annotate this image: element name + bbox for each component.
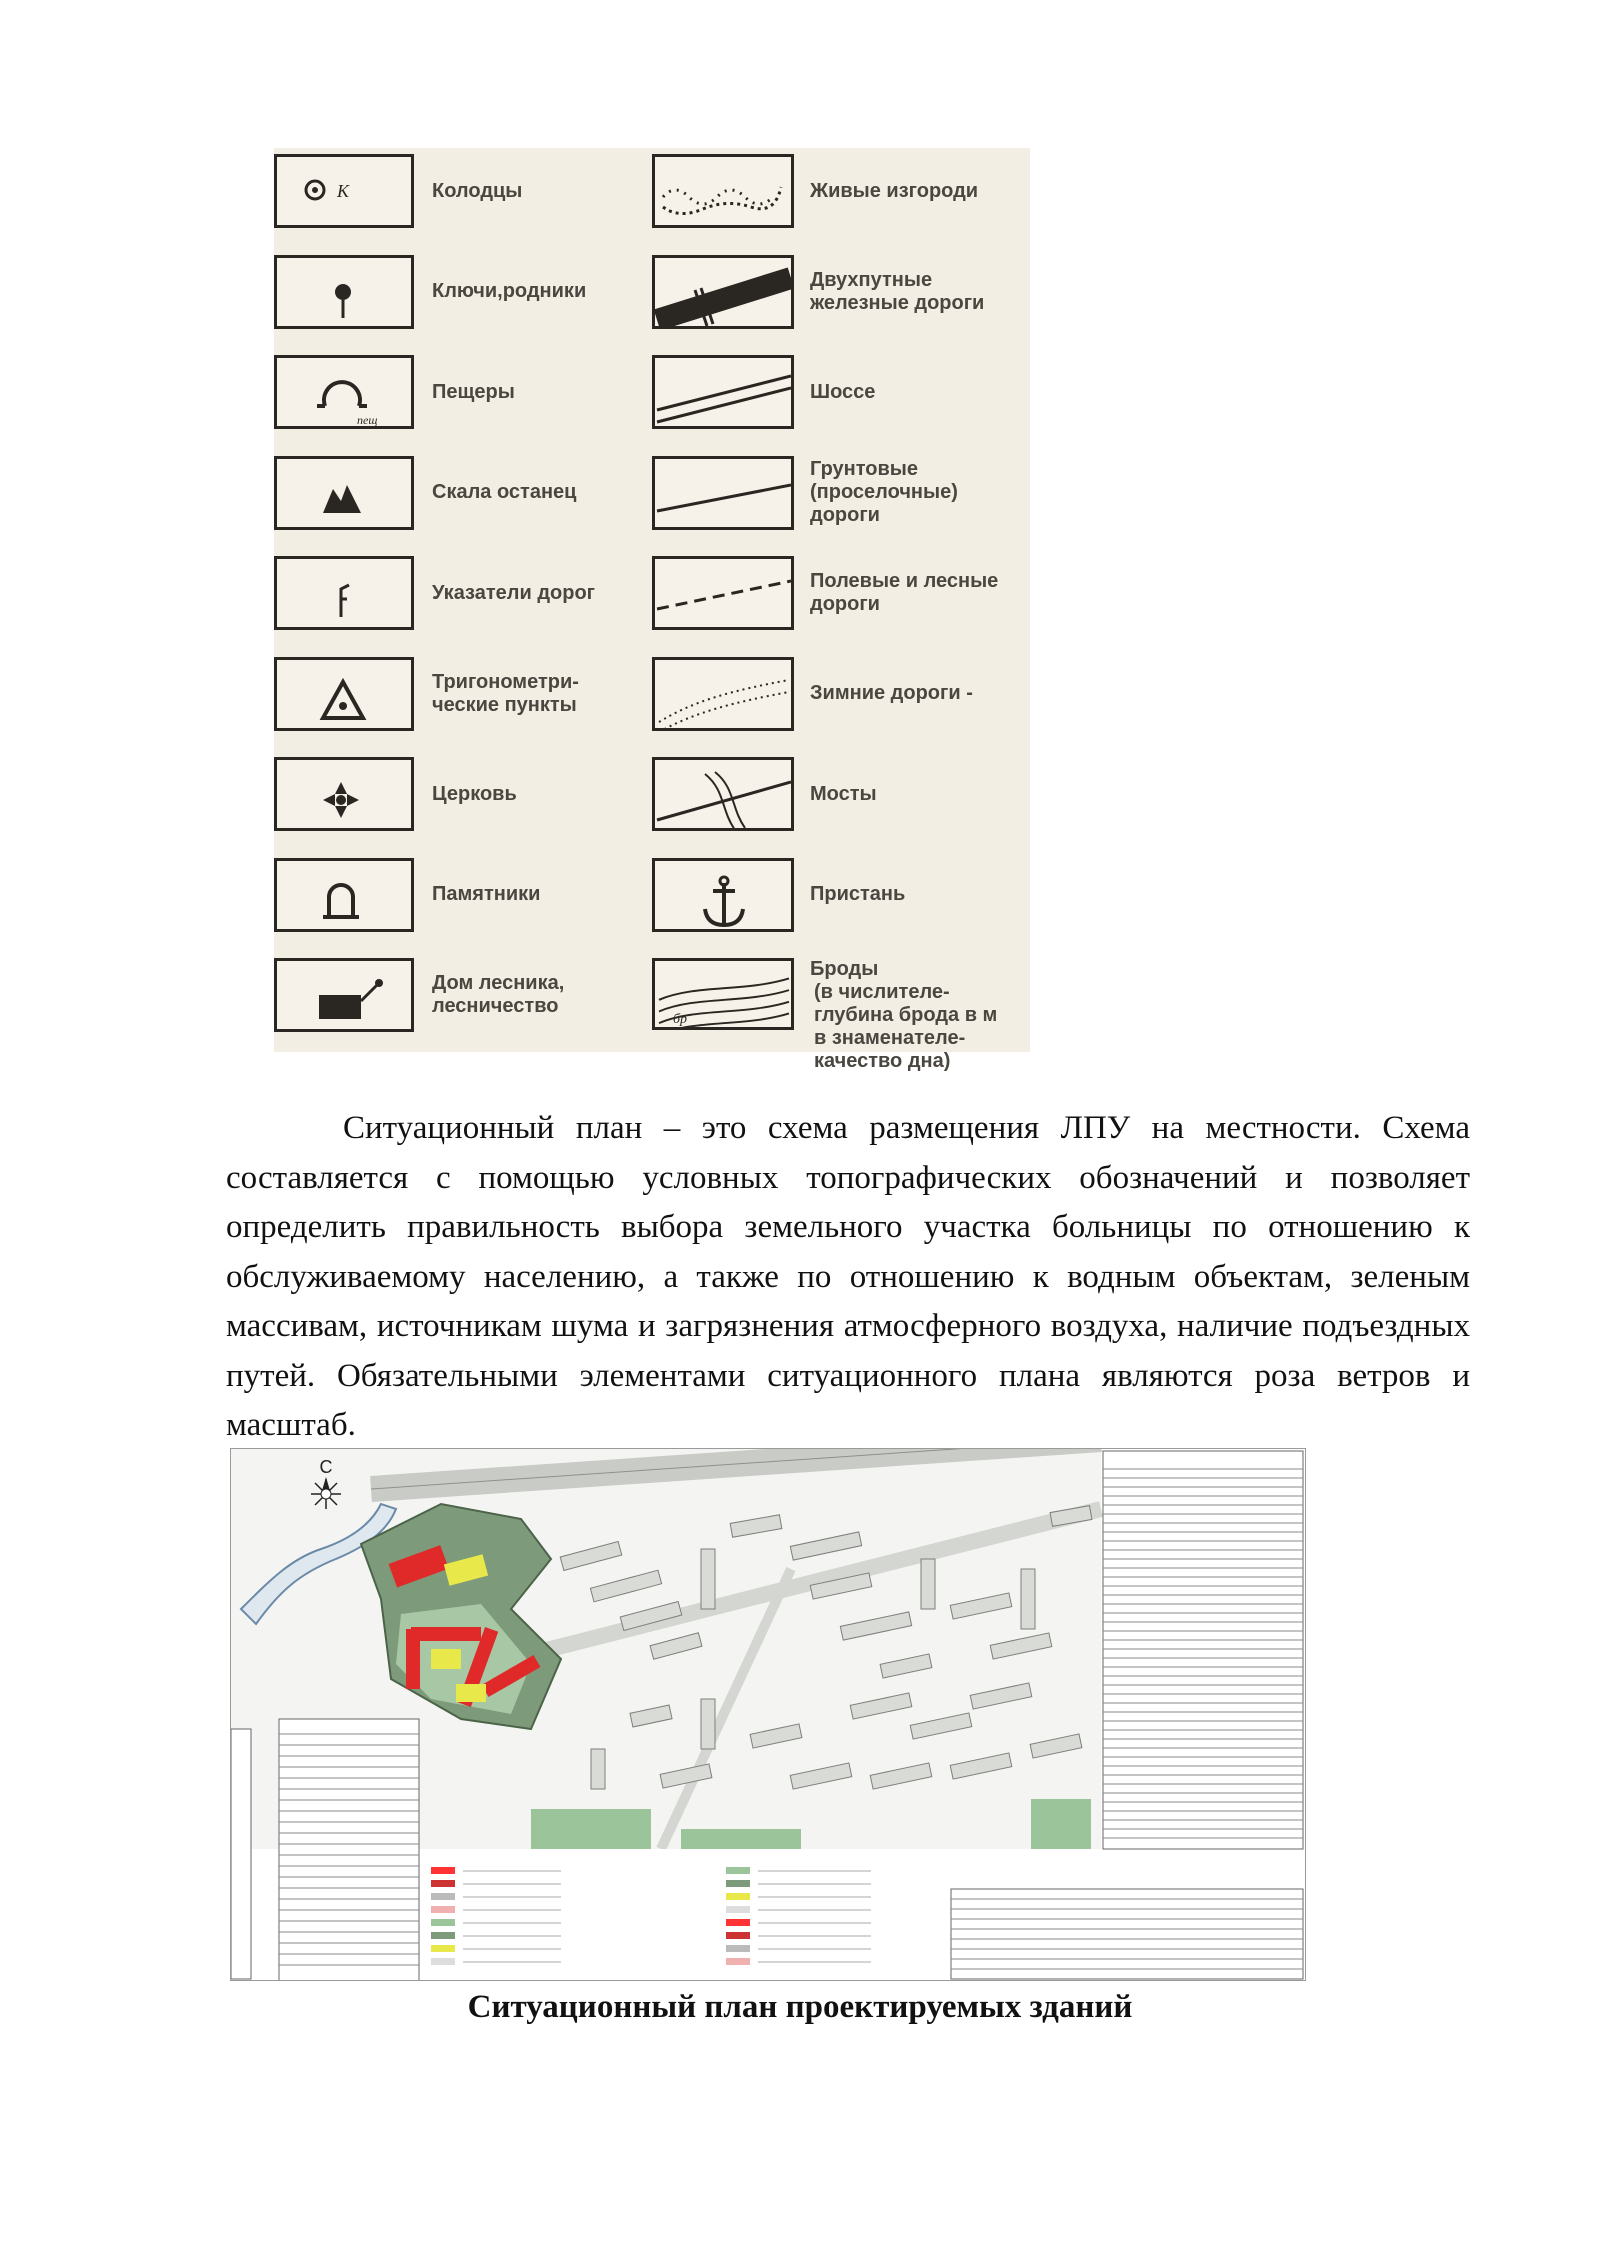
plan-legend-swatch: [431, 1932, 455, 1939]
spec-table: [1103, 1451, 1303, 1849]
legend-symbol-box: [652, 757, 794, 831]
plan-legend-swatch: [726, 1919, 750, 1926]
legend-label-line: Скала останец: [432, 481, 577, 503]
highway-icon: [655, 358, 791, 426]
legend-label: [810, 570, 998, 616]
legend-symbol-box: [274, 858, 414, 932]
legend-label-line: Церковь: [432, 782, 517, 805]
well-icon: [277, 157, 411, 225]
legend-label-line: в знаменателе-: [814, 1026, 966, 1049]
legend-label-line: Полевые и лесные: [810, 570, 999, 592]
legend-label-line: Зимние дороги -: [810, 682, 973, 704]
railway-icon: [655, 258, 791, 326]
legend-label-line: Мосты: [810, 782, 877, 805]
legend-symbol-box: [652, 657, 794, 731]
legend-label: [432, 481, 576, 504]
legend-label: [810, 458, 958, 527]
plan-legend: [421, 1849, 901, 1980]
small-table: [279, 1719, 419, 1980]
legend-symbol-box: [652, 154, 794, 228]
legend-label: [432, 180, 522, 203]
legend-label: [432, 582, 595, 605]
legend-label: [810, 180, 978, 203]
green-area: [681, 1829, 801, 1849]
legend-label-line: Броды: [810, 957, 879, 980]
svg-text:бр: бр: [673, 1011, 688, 1027]
legend-label-line: Дом лесника,: [432, 972, 565, 994]
forester-house-icon: [277, 961, 411, 1029]
legend-label: [432, 381, 515, 404]
plan-caption: Ситуационный план проектируемых зданий: [467, 1989, 1133, 2025]
spring-icon: [277, 258, 411, 326]
hedge-icon: [655, 157, 791, 225]
legend-label: [810, 783, 877, 806]
site-plan-drawing: [230, 1448, 1306, 1981]
legend-label: [810, 381, 875, 404]
legend-label-line: Колодцы: [432, 179, 523, 202]
winter-road-icon: [655, 660, 791, 728]
cave-icon: [277, 358, 411, 426]
legend-symbol-box: [274, 355, 414, 429]
ford-icon: [655, 961, 791, 1027]
legend-symbol-box: [274, 154, 414, 228]
plan-legend-swatch: [726, 1932, 750, 1939]
legend-label-line: Двухпутные: [810, 268, 933, 291]
legend-label-line: Памятники: [432, 883, 541, 905]
plan-legend-swatch: [431, 1958, 455, 1965]
legend-label-line: дороги: [810, 593, 880, 615]
legend-symbol-box: [274, 255, 414, 329]
legend-label-line: железные дороги: [810, 291, 985, 314]
plot-yellow: [431, 1649, 461, 1669]
legend-label-line: Указатели дорог: [432, 581, 596, 604]
legend-label: [810, 883, 905, 906]
legend-label: [432, 671, 579, 717]
svg-text:С: С: [319, 1457, 333, 1477]
legend-label-line: качество дна): [814, 1049, 951, 1072]
plan-legend-swatch: [726, 1906, 750, 1913]
residential-block: [701, 1549, 715, 1609]
plan-legend-swatch: [431, 1919, 455, 1926]
title-block: [951, 1889, 1303, 1979]
legend-symbol-box: [274, 456, 414, 530]
field-road-icon: [655, 559, 791, 627]
legend-label-line: Грунтовые: [810, 458, 918, 480]
legend-symbol-box: [652, 456, 794, 530]
legend-label-line: лесничество: [432, 995, 559, 1017]
legend-symbol-box: [274, 757, 414, 831]
plan-legend-swatch: [726, 1893, 750, 1900]
plan-legend-swatch: [726, 1958, 750, 1965]
legend-label-line: Пристань: [810, 883, 906, 905]
legend-label-line: Живые изгороди: [810, 179, 979, 202]
plan-legend-swatch: [431, 1880, 455, 1887]
rock-icon: [277, 459, 411, 527]
legend-symbol-box: [652, 958, 794, 1030]
residential-block: [921, 1559, 935, 1609]
plan-legend-swatch: [726, 1867, 750, 1874]
legend-label-line: Ключи,родники: [432, 280, 587, 302]
legend-sheet: [274, 148, 1030, 1072]
legend-symbol-box: [652, 255, 794, 329]
legend-symbol-box: [274, 657, 414, 731]
legend-label-line: Шоссе: [810, 380, 876, 403]
stamp-column: [231, 1729, 251, 1979]
svg-text:пещ: пещ: [357, 413, 378, 426]
svg-text:К: К: [337, 181, 349, 201]
legend-symbol-box: [652, 556, 794, 630]
legend-label: [810, 269, 984, 315]
monument-icon: [277, 861, 411, 929]
plot-yellow: [456, 1684, 486, 1702]
legend-label-line: (проселочные): [810, 481, 958, 503]
body-paragraph-text: Ситуационный план – это схема размещения ЛПУ на местности. Схема составляется с помощью условных топографических обозначений и позволяет определить правильность выбора земельного участка больницы по отношению к обслуживаемому населению, а также по отношению к водным объектам, зеленым массивам, источникам шума и загрязнения атмосферного воздуха, наличие подъездных путей. Обязательными элементами ситуационного плана являются роза ветров и масштаб.: [226, 1110, 1470, 1443]
residential-block: [701, 1699, 715, 1749]
site-plan-svg: [231, 1449, 1305, 1980]
body-paragraph: [226, 1104, 1470, 1451]
church-icon: [277, 760, 411, 828]
legend-label: [432, 883, 540, 906]
plan-legend-swatch: [726, 1880, 750, 1887]
plan-legend-swatch: [726, 1945, 750, 1952]
legend-label: [810, 958, 997, 1073]
green-area: [1031, 1799, 1091, 1849]
legend-label-line: Пещеры: [432, 380, 515, 403]
legend-label: [432, 972, 564, 1018]
residential-block: [1021, 1569, 1035, 1629]
legend-label: [432, 783, 517, 806]
road-sign-icon: [277, 559, 411, 627]
trig-point-icon: [277, 660, 411, 728]
legend-label-line: Тригонометри-: [432, 670, 579, 693]
dirt-road-icon: [655, 459, 791, 527]
legend-label: [432, 280, 586, 303]
plan-legend-swatch: [431, 1867, 455, 1874]
residential-block: [591, 1749, 605, 1789]
legend-symbol-box: [652, 858, 794, 932]
legend-label-line: глубина брода в м: [814, 1003, 998, 1026]
plan-legend-swatch: [431, 1906, 455, 1913]
legend-symbol-box: [274, 958, 414, 1032]
plan-legend-swatch: [431, 1945, 455, 1952]
building-red: [411, 1627, 481, 1641]
legend-symbol-box: [652, 355, 794, 429]
anchor-icon: [655, 861, 791, 929]
legend-label-line: ческие пункты: [432, 693, 577, 716]
legend-symbol-box: [274, 556, 414, 630]
green-area: [531, 1809, 651, 1849]
bridge-icon: [655, 760, 791, 828]
legend-label-line: дороги: [810, 504, 880, 526]
plan-legend-swatch: [431, 1893, 455, 1900]
legend-label-line: (в числителе-: [814, 980, 950, 1003]
legend-label: [810, 682, 973, 705]
